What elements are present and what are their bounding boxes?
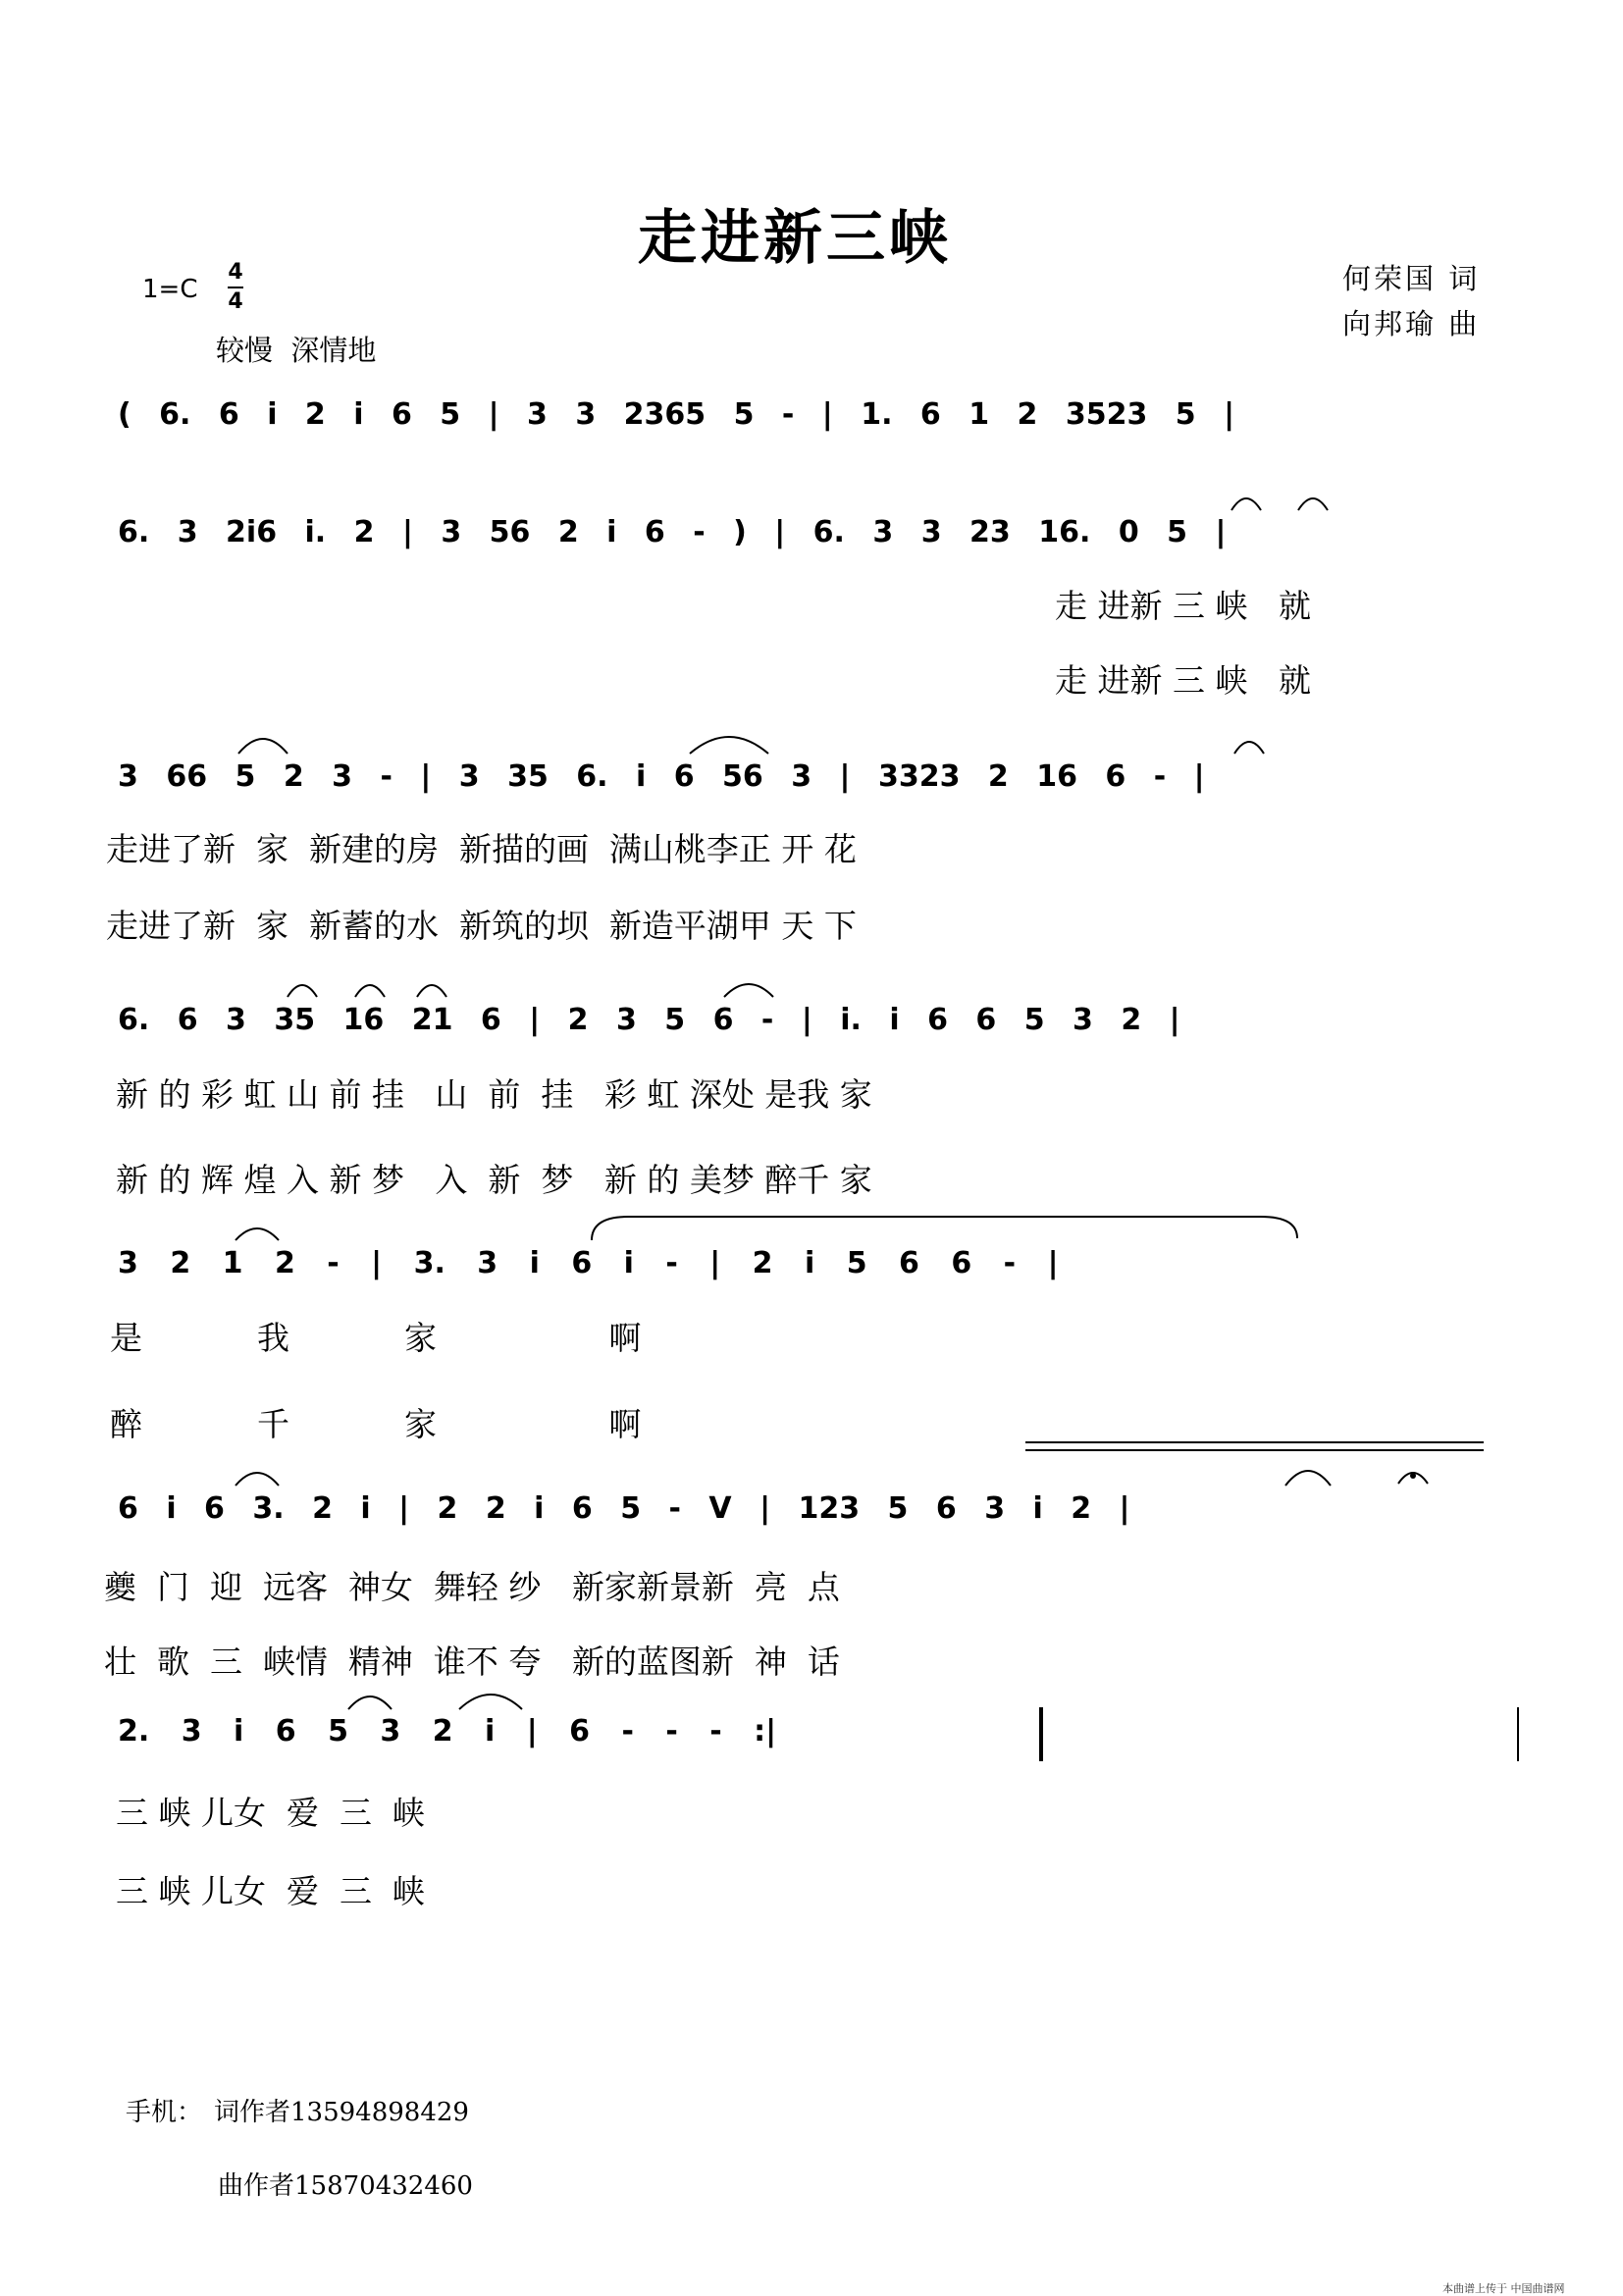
fermata-dot: [1410, 1473, 1416, 1479]
time-signature-bottom: 4: [228, 289, 243, 314]
slur-8: [417, 985, 446, 997]
music-line-7: 2. 3 i 6 5 3 2 i | 6 - - - :|: [118, 1714, 777, 1748]
score-title: 走进新三峡: [638, 204, 952, 273]
lyric-line6-verse1: 三 峡 儿女 爱 三 峡: [116, 1794, 425, 1832]
lyric-line4-verse1: 是 我 家 啊: [110, 1319, 642, 1357]
tempo-marking: 较慢 深情地: [216, 334, 377, 367]
lyricist-credit: 何荣国 词: [1342, 262, 1481, 295]
slur-long: [592, 1217, 1297, 1240]
time-signature-top: 4: [228, 260, 243, 285]
slur-11: [236, 1473, 279, 1486]
key-signature: 1=C: [142, 275, 198, 304]
slur-7: [355, 985, 385, 997]
slur-1: [1231, 498, 1261, 510]
music-line-3: 3 66 5 2 3 - | 3 35 6. i 6 56 3 | 3323 2 16 6 - |: [118, 759, 1205, 794]
lyric-line2-verse2: 走进了新 家 新蓄的水 新筑的坝 新造平湖甲 天 下: [106, 907, 857, 945]
lyric-line6-verse2: 三 峡 儿女 爱 三 峡: [116, 1872, 425, 1910]
lyric-line3-verse1: 新 的 彩 虹 山 前 挂 山 前 挂 彩 虹 深处 是我 家: [116, 1075, 872, 1114]
slur-4: [690, 737, 768, 754]
footer-lyricist-phone: 词作者13594898429: [214, 2098, 469, 2127]
lyric-line5-verse1: 夔 门 迎 远客 神女 舞轻 纱 新家新景新 亮 点: [104, 1568, 840, 1606]
lyric-line2-verse1: 走进了新 家 新建的房 新描的画 满山桃李正 开 花: [106, 830, 857, 868]
composer-credit: 向邦瑜 曲: [1342, 307, 1481, 340]
lyric-line4-verse2: 醉 千 家 啊: [110, 1405, 642, 1443]
lyric-line5-verse2: 壮 歌 三 峡情 精神 谁不 夸 新的蓝图新 神 话: [104, 1643, 840, 1681]
music-line-2: 6. 3 2i6 i. 2 | 3 56 2 i 6 - ) | 6. 3 3 23 16. 0 5 |: [118, 515, 1227, 549]
slur-2: [1298, 498, 1328, 510]
music-line-1: ( 6. 6 i 2 i 6 5 | 3 3 2365 5 - | 1. 6 1 2 3523 5 |: [118, 397, 1235, 432]
music-line-6: 6 i 6 3. 2 i | 2 2 i 6 5 - V | 123 5 6 3 i 2 |: [118, 1491, 1130, 1526]
lyric-line3-verse2: 新 的 辉 煌 入 新 梦 入 新 梦 新 的 美梦 醉千 家: [116, 1161, 872, 1199]
slur-9: [724, 984, 773, 997]
footer-composer-phone: 曲作者15870432460: [218, 2171, 473, 2201]
slur-14: [459, 1695, 522, 1709]
footer-phone-label: 手机：: [126, 2098, 203, 2127]
lyric-line1-verse2: 走 进新 三 峡 就: [1055, 661, 1311, 700]
slur-6: [288, 985, 317, 997]
slur-12: [1285, 1471, 1331, 1486]
slur-10: [236, 1228, 279, 1240]
slur-3: [238, 739, 288, 754]
music-line-5: 3 2 1 2 - | 3. 3 i 6 i - | 2 i 5 6 6 - |: [118, 1246, 1059, 1280]
music-line-4: 6. 6 3 35 16 21 6 | 2 3 5 6 - | i. i 6 6 5 3 2 |: [118, 1003, 1180, 1037]
slur-5: [1234, 742, 1264, 754]
watermark: 本曲谱上传于 中国曲谱网: [1442, 2282, 1565, 2295]
slur-13: [348, 1696, 392, 1709]
lyric-line1-verse1: 走 进新 三 峡 就: [1055, 587, 1311, 625]
